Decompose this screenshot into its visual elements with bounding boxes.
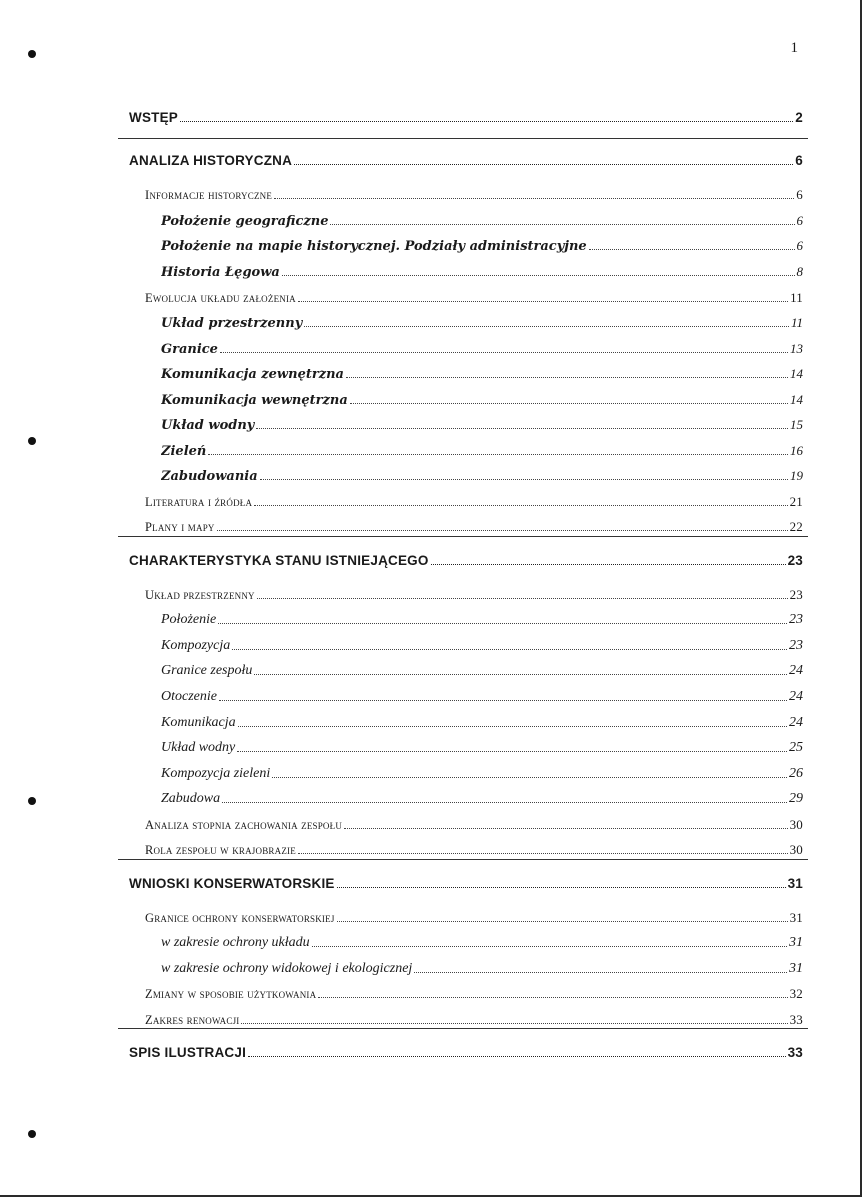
toc-entry [129,553,803,569]
toc-entry [145,842,803,858]
toc-entry [161,612,803,628]
toc-entry-page: 6 [796,213,803,228]
toc-entry [145,187,803,203]
toc-entry-title: w zakresie ochrony układu [161,935,310,950]
toc-entry [161,315,803,331]
toc-leader-dots [237,740,787,752]
punch-hole-mark [28,437,36,445]
toc-entry-page: 31 [789,910,803,925]
toc-entry-title: Plany i mapy [145,520,215,534]
toc-leader-dots [232,638,787,650]
toc-entry-title: Kompozycja [161,638,231,653]
toc-leader-dots [304,316,789,327]
toc-leader-dots [274,188,794,199]
toc-entry [161,341,803,357]
toc-entry [161,961,803,977]
toc-entry-title: Komunikacja wewnętrzna [161,393,348,408]
section-divider [118,859,808,860]
toc-entry-title: Rola zespołu w krajobrazie [145,843,296,857]
toc-leader-dots [254,663,787,675]
toc-entry [145,290,803,306]
toc-entry-page: 14 [790,366,803,381]
toc-entry [161,468,803,484]
toc-entry-title: Układ przestrzenny [145,588,255,602]
toc-entry-page: 13 [790,341,803,356]
toc-entry [161,213,803,229]
toc-leader-dots [257,588,788,599]
toc-entry-page: 31 [789,961,803,976]
toc-entry [161,715,803,731]
toc-entry-title: Komunikacja zewnętrzna [161,367,344,382]
toc-leader-dots [312,935,787,947]
toc-entry-title: Granice ochrony konserwatorskiej [145,911,335,925]
toc-entry-page: 26 [789,766,803,781]
toc-entry-title: Granice zespołu [161,663,253,678]
toc-entry-page: 6 [796,187,803,202]
toc-entry-page: 24 [789,663,803,678]
toc-entry [145,986,803,1002]
punch-hole-mark [28,50,36,58]
toc-leader-dots [208,444,788,455]
toc-entry-title: Zakres renowacji [145,1013,240,1027]
toc-entry-page: 21 [789,494,803,509]
toc-leader-dots [298,843,788,854]
toc-entry-page: 29 [789,791,803,806]
toc-entry [161,689,803,705]
punch-hole-mark [28,797,36,805]
toc-leader-dots [218,612,787,624]
toc-entry-title: Literatura i źródła [145,495,253,509]
toc-leader-dots [238,715,787,727]
toc-entry-page: 23 [789,587,803,602]
toc-leader-dots [294,153,793,165]
toc-leader-dots [414,961,787,973]
toc-entry-title: Komunikacja [161,715,236,730]
toc-entry-page: 19 [790,468,803,483]
toc-entry [129,876,803,892]
toc-entry-title: Zieleń [161,444,207,459]
section-divider [118,1028,808,1029]
toc-leader-dots [260,469,788,480]
toc-entry-title: Analiza stopnia zachowania zespołu [145,818,343,832]
toc-entry-title: Zmiany w sposobie użytkowania [145,987,317,1001]
toc-entry [161,264,803,280]
toc-leader-dots [282,265,795,276]
toc-entry-page: 31 [787,876,803,891]
section-divider [118,536,808,537]
toc-entry [145,587,803,603]
toc-entry-title: ANALIZA HISTORYCZNA [129,153,293,168]
toc-leader-dots [219,689,787,701]
toc-entry-page: 25 [789,740,803,755]
toc-entry-title: Kompozycja zieleni [161,766,271,781]
toc-entry-page: 11 [790,290,803,305]
toc-entry-title: SPIS ILUSTRACJI [129,1045,247,1060]
toc-leader-dots [330,214,794,225]
toc-entry-title: Położenie [161,612,217,627]
punch-hole-mark [28,1130,36,1138]
toc-entry-page: 30 [789,817,803,832]
toc-entry-page: 11 [790,315,803,330]
toc-entry [161,238,803,254]
toc-entry-title: Układ przestrzenny [161,316,303,331]
toc-leader-dots [346,367,788,378]
toc-entry-page: 33 [787,1045,803,1060]
toc-entry-page: 24 [789,689,803,704]
toc-entry-title: Informacje historyczne [145,188,273,202]
toc-entry [161,392,803,408]
toc-entry-page: 22 [789,519,803,534]
toc-leader-dots [180,110,793,122]
toc-entry [145,910,803,926]
toc-entry [161,791,803,807]
toc-entry [161,740,803,756]
toc-entry [145,1012,803,1028]
page-number: 1 [790,40,798,56]
toc-entry-page: 23 [789,638,803,653]
toc-leader-dots [248,1045,786,1057]
toc-entry-title: Granice [161,342,218,357]
toc-entry [129,110,803,126]
toc-entry-title: Otoczenie [161,689,217,704]
toc-leader-dots [318,987,787,998]
toc-entry-page: 14 [790,392,803,407]
toc-leader-dots [241,1013,787,1024]
toc-leader-dots [431,553,786,565]
toc-leader-dots [589,239,795,250]
toc-entry-title: CHARAKTERYSTYKA STANU ISTNIEJĄCEGO [129,553,429,568]
toc-entry [161,766,803,782]
toc-entry-page: 15 [790,417,803,432]
section-divider [118,138,808,139]
toc-entry [161,638,803,654]
toc-entry-title: Układ wodny [161,740,236,755]
toc-leader-dots [217,520,788,531]
toc-leader-dots [337,876,786,888]
toc-entry [161,935,803,951]
toc-entry [145,494,803,510]
toc-entry-title: Zabudowania [161,469,258,484]
toc-entry-title: WSTĘP [129,110,179,125]
toc-entry-page: 8 [796,264,803,279]
toc-entry-page: 6 [795,153,803,168]
toc-entry-page: 6 [796,238,803,253]
toc-entry-title: Położenie geograficzne [161,214,329,229]
toc-entry-title: WNIOSKI KONSERWATORSKIE [129,876,335,891]
toc-entry-page: 16 [790,443,803,458]
toc-entry-title: Układ wodny [161,418,255,433]
toc-entry [145,817,803,833]
toc-leader-dots [222,791,787,803]
toc-entry [145,519,803,535]
toc-leader-dots [256,418,788,429]
toc-leader-dots [298,291,788,302]
toc-entry-page: 2 [795,110,803,125]
toc-entry-title: Położenie na mapie historycznej. Podziały administracyjne [161,239,587,254]
toc-entry [161,443,803,459]
toc-entry-page: 23 [789,612,803,627]
toc-entry-title: Zabudowa [161,791,221,806]
toc-leader-dots [344,818,788,829]
toc-entry-page: 33 [789,1012,803,1027]
toc-leader-dots [220,342,788,353]
toc-leader-dots [350,393,788,404]
toc-entry [161,417,803,433]
toc-leader-dots [337,911,788,922]
toc-entry-page: 23 [787,553,803,568]
toc-entry-page: 30 [789,842,803,857]
toc-entry-title: Historia Łęgowa [161,265,280,280]
toc-entry [129,1045,803,1061]
toc-leader-dots [272,766,787,778]
toc-entry-page: 24 [789,715,803,730]
toc-leader-dots [254,495,787,506]
toc-entry-page: 31 [789,935,803,950]
toc-entry-title: Ewolucja układu założenia [145,291,296,305]
toc-entry-page: 32 [789,986,803,1001]
toc-entry [161,366,803,382]
toc-entry [129,153,803,169]
toc-entry-title: w zakresie ochrony widokowej i ekologicznej [161,961,413,976]
toc-entry [161,663,803,679]
